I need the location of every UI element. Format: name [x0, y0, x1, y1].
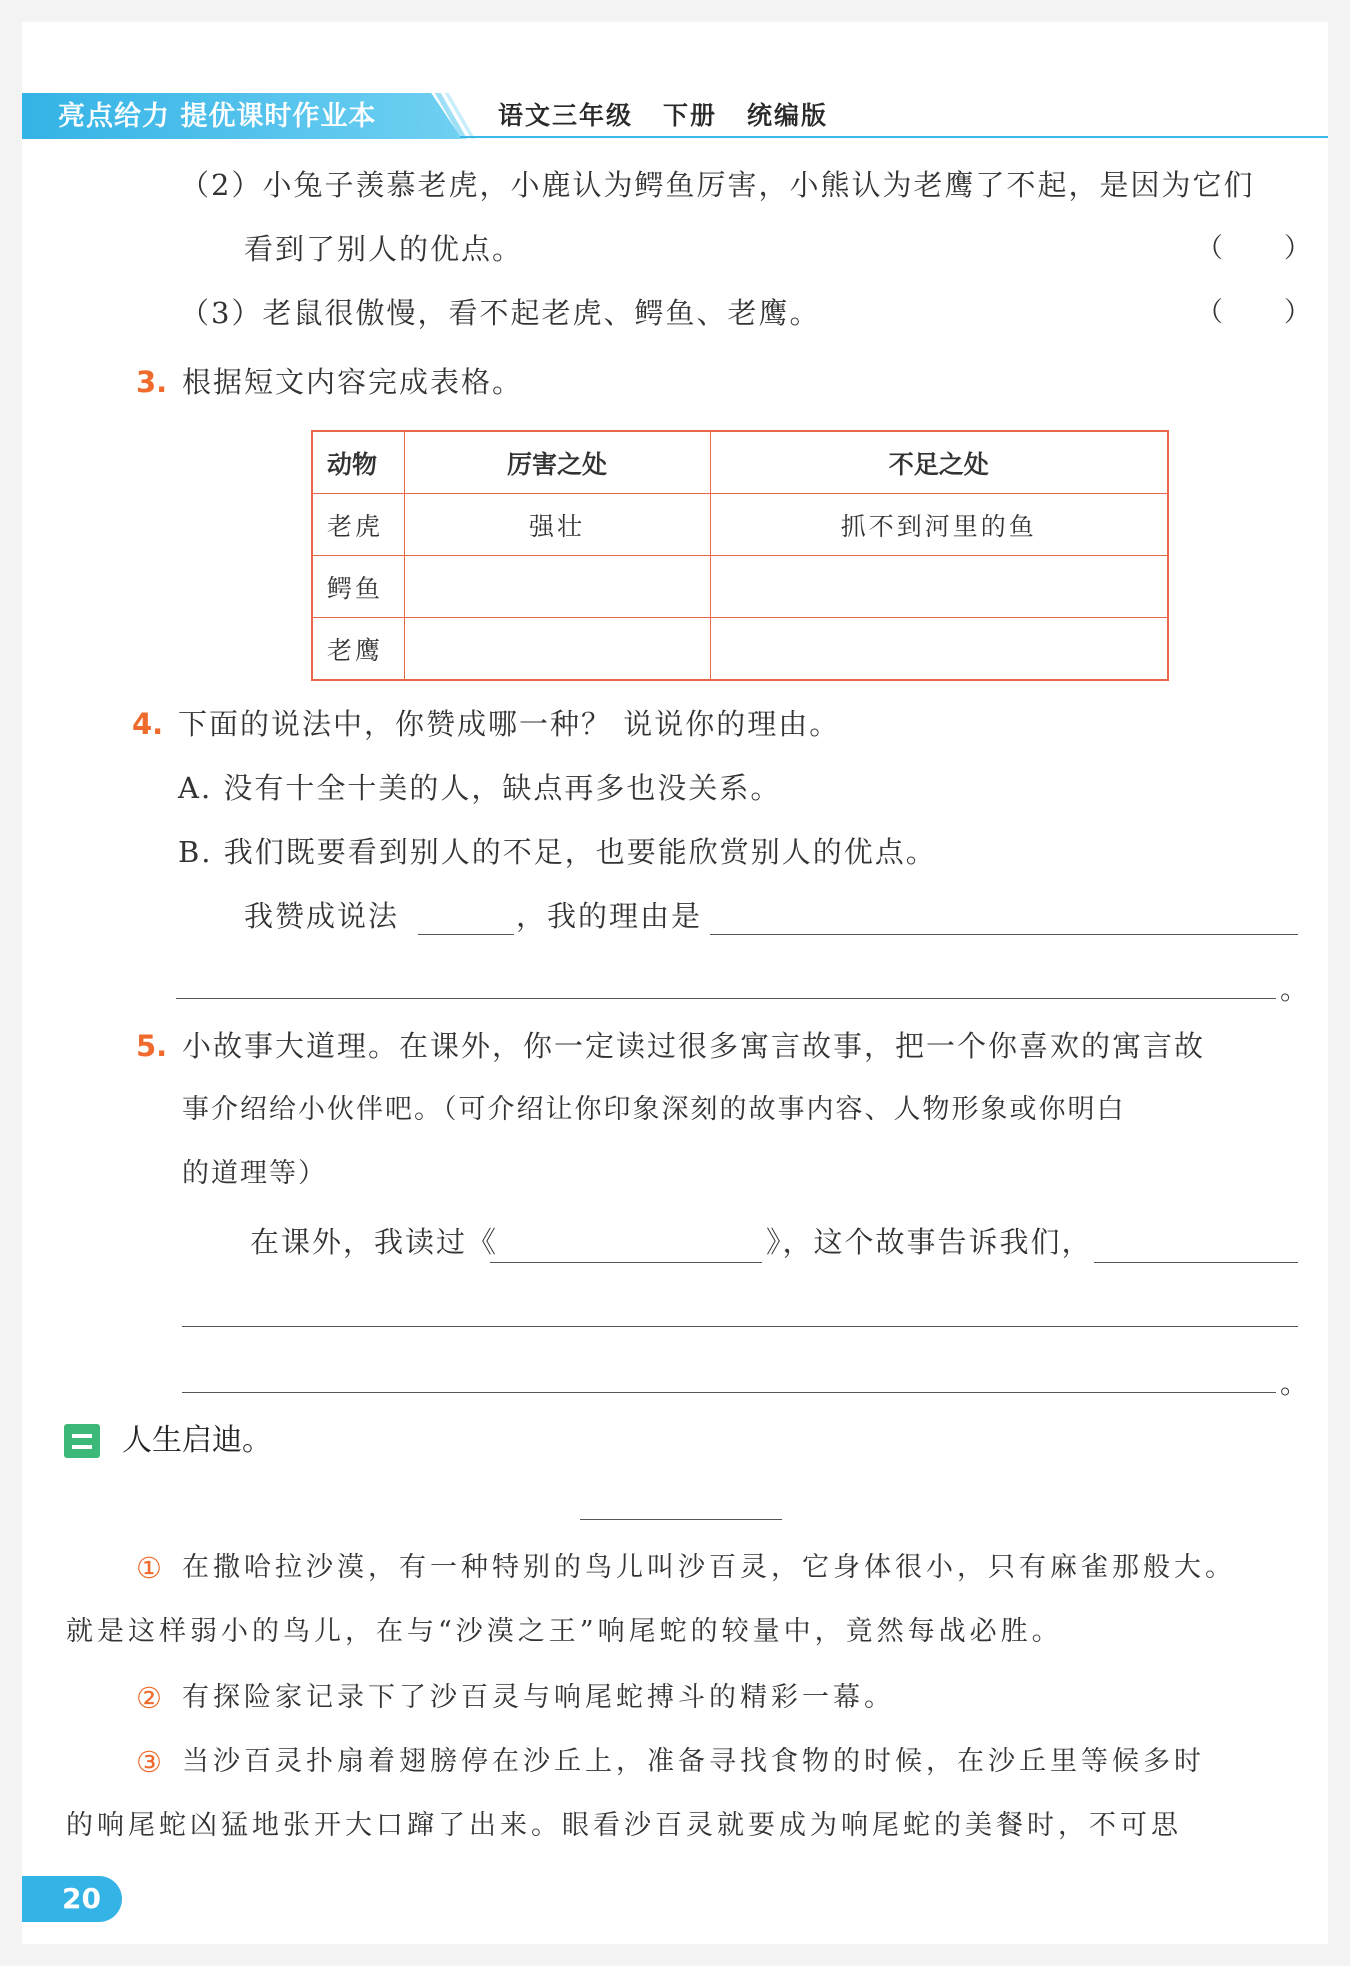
- q4-fill-label-2: ，我的理由是: [516, 899, 703, 933]
- table-cell-weakness: 抓不到河里的鱼: [710, 494, 1168, 556]
- table-header: 动物: [312, 431, 404, 494]
- q5-prompt-line3: 的道理等）: [182, 1158, 327, 1189]
- table-cell-animal: 鳄鱼: [312, 556, 404, 618]
- table-header: 厉害之处: [404, 431, 710, 494]
- table-header-row: [312, 431, 1168, 494]
- q5-book-title-blank[interactable]: [490, 1262, 762, 1263]
- q2-item3: （3）老鼠很傲慢，看不起老虎、鳄鱼、老鹰。: [180, 296, 821, 330]
- q4-reason-blank[interactable]: [710, 934, 1298, 935]
- header-book-info: [498, 96, 858, 136]
- q5-prompt-line2: 事介绍给小伙伴吧。（可介绍让你印象深刻的故事内容、人物形象或你明白: [182, 1094, 1126, 1125]
- question-number: 5.: [136, 1029, 168, 1063]
- passage-p1-line2: 就是这样弱小的鸟儿，在与“沙漠之王”响尾蛇的较量中，竟然每战必胜。: [66, 1616, 1063, 1647]
- paragraph-marker: ①: [136, 1551, 164, 1585]
- q4-fill-label: 我赞成说法: [244, 899, 400, 933]
- answer-paren-close: ）: [1284, 233, 1311, 264]
- q4-prompt: 下面的说法中，你赞成哪一种？ 说说你的理由。: [178, 707, 841, 741]
- q4-option-b: B. 我们既要看到别人的不足，也要能欣赏别人的优点。: [178, 835, 937, 869]
- table-cell-weakness[interactable]: [710, 618, 1168, 681]
- header-banner-title: 亮点给力 提优课时作业本: [58, 101, 377, 132]
- q5-lesson-blank-3[interactable]: [182, 1392, 1276, 1393]
- q4-choice-blank[interactable]: [418, 934, 514, 935]
- q2-item2-line1: （2）小兔子羡慕老虎，小鹿认为鳄鱼厉害，小熊认为老鹰了不起，是因为它们: [180, 168, 1255, 202]
- q5-lesson-blank[interactable]: [1094, 1262, 1298, 1263]
- table-cell-strength[interactable]: [404, 618, 710, 681]
- q5-lesson-blank-2[interactable]: [182, 1326, 1298, 1327]
- period: 。: [1280, 1367, 1309, 1400]
- question-number: 3.: [136, 365, 168, 399]
- q5-fill-label-2: 》，这个故事告诉我们，: [766, 1225, 1093, 1259]
- answer-paren-open: （: [1196, 297, 1223, 328]
- q5-fill-label: 在课外，我读过《: [250, 1225, 499, 1259]
- passage-p3-line2: 的响尾蛇凶猛地张开大口蹿了出来。眼看沙百灵就要成为响尾蛇的美餐时，不可思: [66, 1810, 1182, 1841]
- q5-prompt-line1: 小故事大道理。在课外，你一定读过很多寓言故事，把一个你喜欢的寓言故: [182, 1029, 1206, 1063]
- table-row: [312, 494, 1168, 556]
- paragraph-marker: ③: [136, 1745, 164, 1779]
- table-cell-animal: 老鹰: [312, 618, 404, 681]
- header-edition: 统编版: [747, 101, 829, 130]
- header-volume: 下册: [663, 101, 718, 130]
- header-subject: 语文三年级: [498, 101, 634, 130]
- table-header: 不足之处: [710, 431, 1168, 494]
- section-title: 人生启迪。: [122, 1423, 272, 1458]
- q4-reason-blank-2[interactable]: [176, 998, 1276, 999]
- q4-option-a: A. 没有十全十美的人，缺点再多也没关系。: [178, 771, 782, 805]
- table-cell-strength[interactable]: [404, 556, 710, 618]
- passage-p2-line1: 有探险家记录下了沙百灵与响尾蛇搏斗的精彩一幕。: [182, 1682, 895, 1713]
- answer-paren-close: ）: [1284, 297, 1311, 328]
- question-number: 4.: [132, 707, 164, 741]
- table-cell-strength: 强壮: [404, 494, 710, 556]
- table-row: [312, 618, 1168, 681]
- table-cell-weakness[interactable]: [710, 556, 1168, 618]
- section-two-icon: [64, 1424, 100, 1458]
- table-cell-animal: 老虎: [312, 494, 404, 556]
- passage-title-blank[interactable]: [580, 1519, 782, 1520]
- page-number: 20: [22, 1876, 122, 1922]
- header-rule: [460, 136, 1328, 138]
- passage-p3-line1: 当沙百灵扑扇着翅膀停在沙丘上，准备寻找食物的时候，在沙丘里等候多时: [182, 1746, 1205, 1777]
- table-row: [312, 556, 1168, 618]
- answer-paren-open: （: [1196, 233, 1223, 264]
- period: 。: [1280, 973, 1309, 1006]
- q2-item2-line2: 看到了别人的优点。: [244, 232, 524, 266]
- paragraph-marker: ②: [136, 1681, 164, 1715]
- animal-table: [311, 430, 1169, 681]
- q3-prompt: 根据短文内容完成表格。: [182, 365, 524, 399]
- passage-p1-line1: 在撒哈拉沙漠，有一种特别的鸟儿叫沙百灵，它身体很小，只有麻雀那般大。: [182, 1552, 1236, 1583]
